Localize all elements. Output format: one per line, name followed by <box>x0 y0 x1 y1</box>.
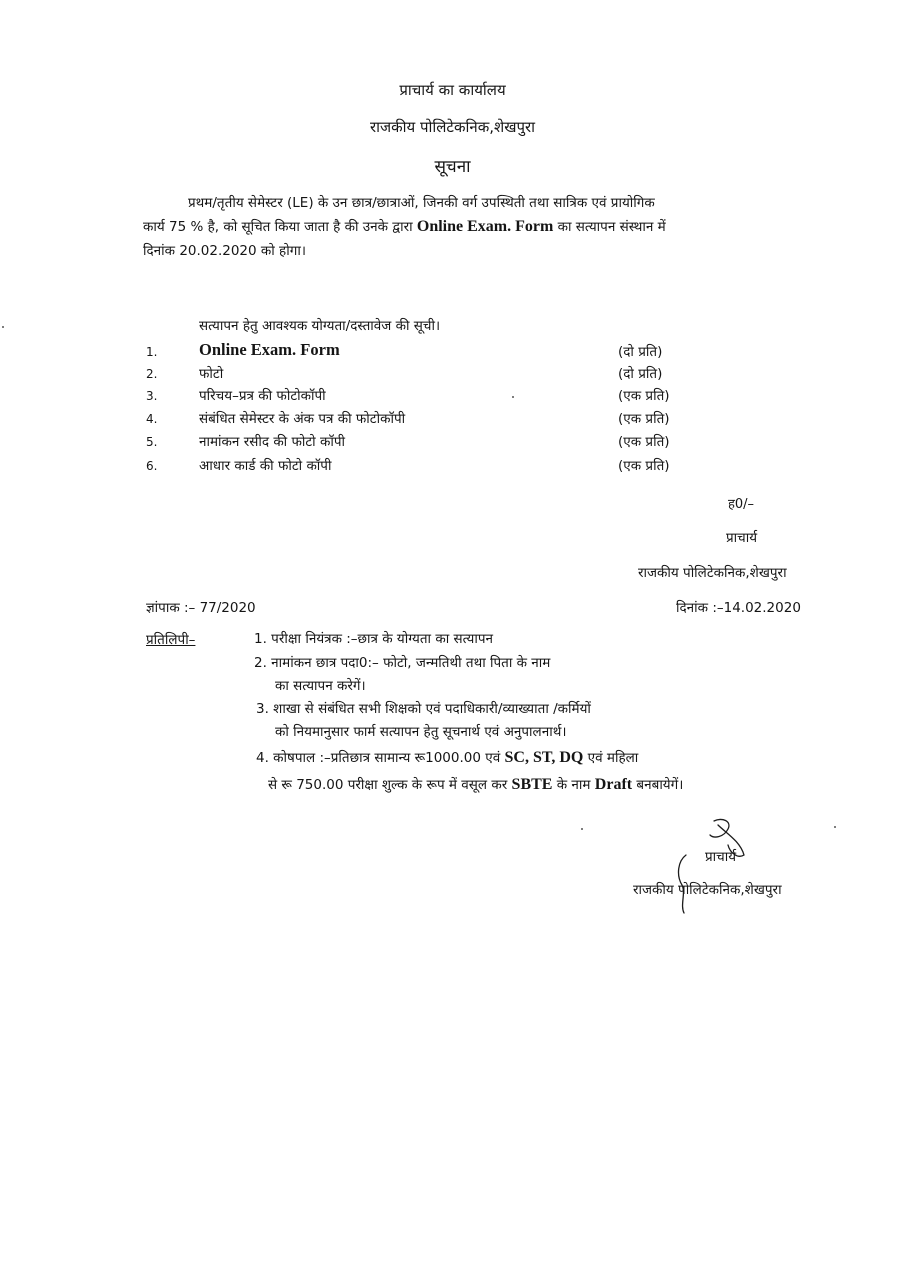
document-copies: (एक प्रति) <box>618 388 670 404</box>
handwritten-signature <box>670 815 750 915</box>
copy-to-item-3-line-1: 3. शाखा से संबंधित सभी शिक्षको एवं पदाधिकारी/व्याख्याता /कर्मियों <box>256 701 591 717</box>
scan-speck <box>512 396 514 398</box>
item-4-text: बनबायेगें। <box>636 777 684 793</box>
paragraph-line-3: दिनांक 20.02.2020 को होगा। <box>143 243 306 259</box>
document-number: 5. <box>146 435 158 449</box>
item-4-text: से रू 750.00 परीक्षा शुल्क के रूप में वसूल कर <box>268 777 508 793</box>
documents-intro: सत्यापन हेतु आवश्यक योग्यता/दस्तावेज की सूची। <box>199 318 441 334</box>
paragraph-line-2-start: कार्य 75 % है, को सूचित किया जाता है की उनके द्वारा <box>143 219 413 235</box>
principal-institution-signed: राजकीय पोलिटेकनिक,शेखपुरा <box>633 882 782 898</box>
memo-number: ज्ञांपाक :– 77/2020 <box>146 600 256 616</box>
item-4-text: 4. कोषपाल :–प्रतिछात्र सामान्य रू1000.00 एवं <box>256 750 501 766</box>
item-4-categories: SC, ST, DQ <box>504 749 584 766</box>
document-copies: (एक प्रति) <box>618 411 670 427</box>
document-name: नामांकन रसीद की फोटो कॉपी <box>199 434 345 450</box>
paragraph-form-name: Online Exam. Form <box>416 218 554 235</box>
document-copies: (एक प्रति) <box>618 458 670 474</box>
document-name: Online Exam. Form <box>199 340 340 359</box>
document-number: 6. <box>146 459 158 473</box>
principal-title-signed: प्राचार्य <box>705 849 737 865</box>
paragraph-line-2 <box>143 215 861 239</box>
document-name: संबंधित सेमेस्टर के अंक पत्र की फोटोकॉपी <box>199 411 406 427</box>
notice-title: सूचना <box>434 157 471 177</box>
copy-to-item-4-line-2 <box>268 773 683 797</box>
item-4-draft: Draft <box>594 776 633 793</box>
scan-speck <box>2 326 4 328</box>
principal-institution: राजकीय पोलिटेकनिक,शेखपुरा <box>638 565 787 581</box>
copy-to-item-4-line-1 <box>256 746 638 770</box>
scan-speck <box>834 826 836 828</box>
institution-name: राजकीय पोलिटेकनिक,शेखपुरा <box>369 118 536 136</box>
document-number: 2. <box>146 367 158 381</box>
item-4-text: एवं महिला <box>587 750 639 766</box>
office-title: प्राचार्य का कार्यालय <box>399 81 506 99</box>
memo-date: दिनांक :–14.02.2020 <box>676 600 801 616</box>
paragraph-line-1: प्रथम/तृतीय सेमेस्टर (LE) के उन छात्र/छात्राओं, जिनकी वर्ग उपस्थिती तथा सात्रिक एवं प्रायोगिक <box>188 195 655 211</box>
document-row <box>0 409 905 431</box>
signed-mark: ह0/– <box>728 497 755 512</box>
document-name: आधार कार्ड की फोटो कॉपी <box>199 458 332 474</box>
document-row <box>0 342 905 364</box>
paragraph-line-2-end: का सत्यापन संस्थान में <box>557 219 666 235</box>
document-copies: (दो प्रति) <box>618 344 663 360</box>
copy-to-item-3-line-2: को नियमानुसार फार्म सत्यापन हेतु सूचनार्थ एवं अनुपालनार्थ। <box>275 724 567 740</box>
document-name: फोटो <box>199 366 224 382</box>
document-copies: (एक प्रति) <box>618 434 670 450</box>
document-number: 1. <box>146 345 158 359</box>
document-row <box>0 432 905 454</box>
item-4-text: के नाम <box>556 777 591 793</box>
document-row <box>0 456 905 478</box>
document-number: 4. <box>146 412 158 426</box>
copy-to-item-1: 1. परीक्षा नियंत्रक :–छात्र के योग्यता का सत्यापन <box>254 631 494 647</box>
document-number: 3. <box>146 389 158 403</box>
document-row <box>0 364 905 386</box>
document-name: परिचय–प्रत्र की फोटोकॉपी <box>199 388 326 404</box>
document-copies: (दो प्रति) <box>618 366 663 382</box>
item-4-sbte: SBTE <box>511 776 553 793</box>
scan-speck <box>581 828 583 830</box>
notice-paragraph <box>143 191 861 263</box>
copy-to-item-2-line-1: 2. नामांकन छात्र पदा0:– फोटो, जन्मतिथी तथा पिता के नाम <box>254 655 551 671</box>
copy-to-item-2-line-2: का सत्यापन करेगें। <box>275 678 366 694</box>
principal-title: प्राचार्य <box>726 530 758 546</box>
copy-to-label: प्रतिलिपी– <box>146 632 196 648</box>
document-row <box>0 386 905 408</box>
